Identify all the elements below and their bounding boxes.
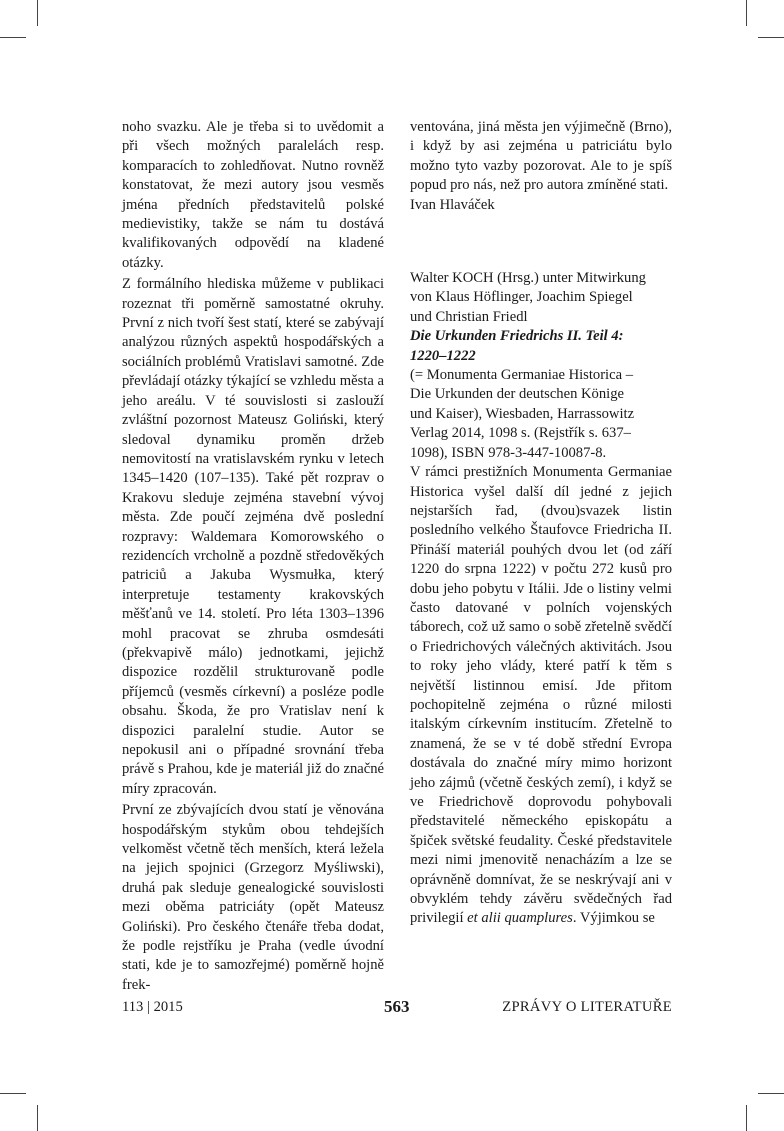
- review-signature: Ivan Hlaváček: [410, 196, 495, 213]
- crop-mark: [0, 37, 26, 38]
- book-series-info: (= Monumenta Germaniae Historica –: [410, 367, 634, 384]
- section-title: ZPRÁVY O LITERATUŘE: [502, 999, 672, 1015]
- book-series-info: Verlag 2014, 1098 s. (Rejstřík s. 637–: [410, 425, 631, 442]
- book-series-info: Die Urkunden der deutschen Könige: [410, 386, 624, 403]
- crop-mark: [0, 1093, 26, 1094]
- right-column: [410, 118, 672, 929]
- crop-mark: [758, 37, 784, 38]
- latin-phrase: et alii quamplures: [467, 910, 573, 927]
- book-series-info: und Kaiser), Wiesbaden, Harrassowitz: [410, 405, 635, 422]
- book-authors: von Klaus Höflinger, Joachim Spiegel: [410, 289, 633, 306]
- issue-label: 113 | 2015: [122, 999, 183, 1015]
- book-authors: und Christian Friedl: [410, 308, 528, 325]
- left-column: [122, 118, 384, 995]
- book-series-info: 1098), ISBN 978-3-447-10087-8.: [410, 444, 607, 461]
- review-paragraph: [410, 463, 672, 929]
- paragraph: První ze zbývajících dvou statí je věnována hospodářským stykům obou tehdejších velkoměst včetně těch menších, která ležela na jejich spojnici (Grzegorz Myśliwski), druhá pak sleduje genealogické souvislosti mezi oběma patriciáty (opět Mateusz Goliński). Pro českého čtenáře třeba dodat, že podle rejstříku je Praha (vedle úvodní stati, kde je to samozřejmé) poměrně hojně frek-: [122, 802, 384, 993]
- book-citation: [410, 269, 672, 463]
- crop-mark: [37, 1105, 38, 1131]
- paragraph: ventována, jiná města jen výjimečně (Brno), i když by asi zejména u patriciátu bylo možno tyto vazby pozorovat. Ale to je spíš popud pro nás, než pro autora zmíněné stati.: [410, 119, 672, 194]
- crop-mark: [746, 1105, 747, 1131]
- book-authors: Walter KOCH (Hrsg.) unter Mitwirkung: [410, 270, 646, 287]
- crop-mark: [758, 1093, 784, 1094]
- page-number: 563: [384, 997, 410, 1016]
- crop-mark: [746, 0, 747, 26]
- review-text: V rámci prestižních Monumenta Germaniae Historica vyšel další díl jedné z jejich nejstarších řad, (dvou)svazek listin posledního velkého Štaufovce Friedricha II. Přináší materiál pouhých dvou let (od září 1220 do srpna 1222) v počtu 272 kusů pro dobu jeho pobytu v Itálii. Jde o listiny velmi často datované v polních vojenských táborech, což už samo o sobě zřetelně svědčí o Friedrichových válečných aktivitách. Jsou to roky jeho vlády, které patří k těm s největší listinnou emisí. Jde přitom pochopitelně zejména o různé milosti italským církevním institucím. Zřetelně to znamená, že se v té době střední Evropa dostávala do značné míry mimo horizont jeho zájmů (včetně českých zemí), i když se ve Friedrichově doprovodu pohybovali představitelé německého episkopátu a špiček světské feudality. České představitele mezi nimi jmenovitě nenacházím a lze se oprávněně domnívat, že se neskrývají ani v obvyklém tehdy závěru svědečných řad privilegií: [410, 464, 672, 927]
- crop-mark: [37, 0, 38, 26]
- paragraph: Z formálního hlediska můžeme v publikaci rozeznat tři poměrně samostatné okruhy. První z nich tvoří šest statí, které se zabývají analýzou různých aspektů hospodářských a sociálních problémů Vratislavi samotné. Zde převládají otázky týkající se vzhledu města a jeho areálu. V té souvislosti si zaslouží zvláštní pozornost Mateusz Goliński, který sledoval dynamiku proměn držeb nemovitostí na vratislavském rynku v letech 1345–1420 (107–135). Také pět rozprav o Krakovu sleduje zejména stavební vývoj města. Zde poučí zejména dvě poslední rozpravy: Waldemara Komorowského o rezidencích vrcholně a pozdně středověkých patriciů a Jakuba Wysmułka, který interpretuje testamenty krakovských měšťanů ve 14. století. Pro léta 1303–1396 mohl pracovat se zhruba osmdesáti (překvapivě málo) jednotkami, jejichž dispozice rozdělil strukturovaně podle příjemců (vesměs církevní) a posléze podle obsahu. Škoda, že pro Vratislav není k dispozici paralelní studie. Autor se nepokusil ani o případné srovnání třeba právě s Prahou, kde je materiál již do značné míry zpracován.: [122, 276, 384, 797]
- book-title: 1220–1222: [410, 347, 476, 364]
- review-text: . Výjimkou se: [572, 910, 655, 927]
- book-title: Die Urkunden Friedrichs II. Teil 4:: [410, 328, 624, 345]
- page-footer: [122, 997, 672, 1021]
- paragraph: noho svazku. Ale je třeba si to uvědomit a při všech možných paralelách resp. komparacích to zohledňovat. Nutno rovněž konstatovat, že mezi autory jsou vesměs jména předních představitelů polské medievistiky, takže se nám tu dostává kvalifikovaných odpovědí na kladené otázky.: [122, 119, 384, 271]
